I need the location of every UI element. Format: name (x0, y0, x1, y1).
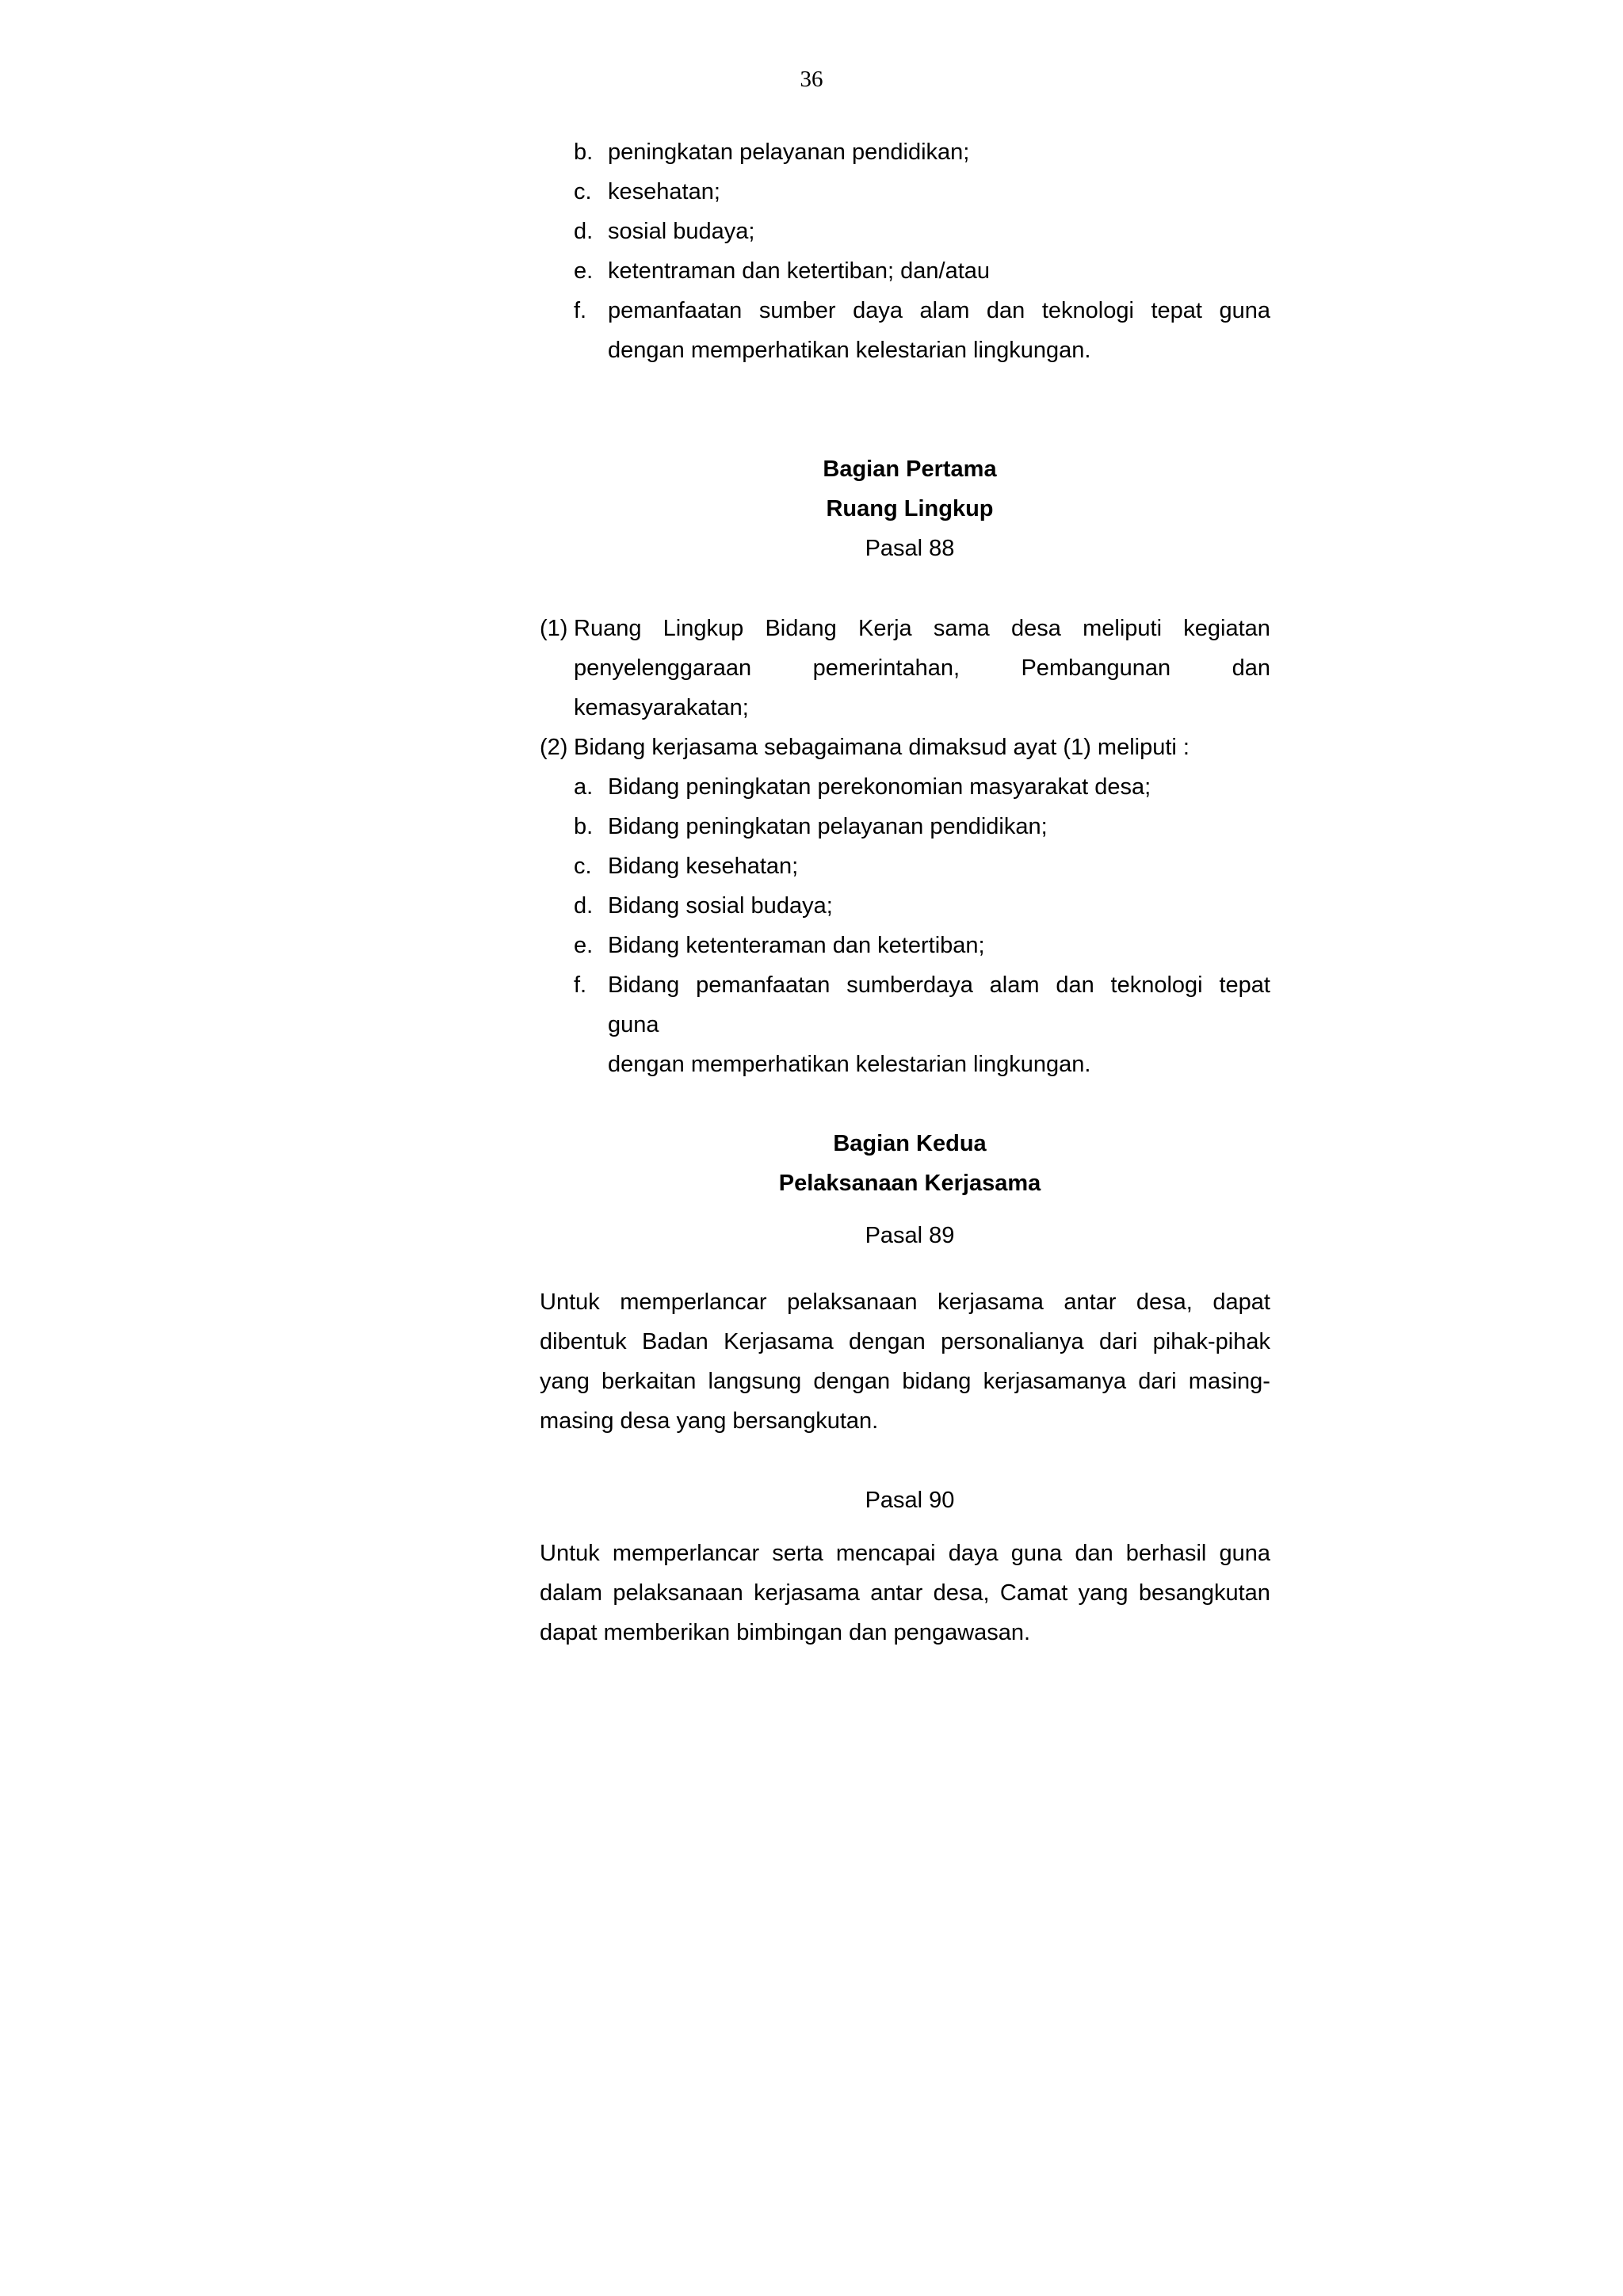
list-item (574, 138, 970, 166)
list-item-text-continued: dengan memperhatikan kelestarian lingkungan. (608, 338, 1091, 363)
list-item-label: f. (574, 298, 587, 323)
paragraph-line (540, 1288, 1270, 1316)
word: mencapai (835, 1541, 936, 1566)
word: kerjasamanya (983, 1369, 1127, 1394)
section-subheading: Pelaksanaan Kerjasama (778, 1171, 1041, 1196)
section-heading: Bagian Pertama (823, 457, 997, 482)
word: berkaitan (601, 1369, 697, 1394)
clause-text-justified (574, 614, 1270, 643)
word: tepat (1219, 972, 1270, 998)
word: pemerintahan, (812, 655, 960, 681)
list-item (574, 931, 985, 960)
list-item-label: c. (574, 179, 592, 204)
section-heading: Bagian Kedua (833, 1131, 987, 1156)
word: desa (1011, 616, 1061, 641)
word: Untuk (540, 1289, 600, 1315)
list-item (574, 892, 833, 920)
section-subheading: Ruang Lingkup (826, 496, 994, 521)
word: teknologi (1041, 298, 1134, 323)
list-item-text: Bidang sosial budaya; (608, 893, 833, 919)
list-item (574, 773, 1151, 801)
list-item-label: b. (574, 139, 594, 165)
word: bidang (902, 1369, 972, 1394)
list-item (574, 852, 799, 881)
word: besangkutan (1138, 1580, 1270, 1606)
list-item-text: ketentraman dan ketertiban; dan/atau (608, 258, 991, 284)
list-item-label: b. (574, 814, 594, 839)
word: sama (933, 616, 990, 641)
list-item-text: kesehatan; (608, 179, 720, 204)
word: dari (1138, 1369, 1177, 1394)
word: Bidang (765, 616, 837, 641)
paragraph-line (540, 1579, 1270, 1607)
paragraph-line (540, 1367, 1270, 1396)
page-number: 36 (800, 67, 823, 92)
article-title: Pasal 88 (865, 536, 955, 561)
paragraph-line-last: masing desa yang bersangkutan. (540, 1408, 879, 1434)
word: dari (1098, 1329, 1138, 1354)
list-item (574, 178, 720, 206)
list-item-text: sosial budaya; (608, 219, 755, 244)
clause-text-justified (574, 654, 1270, 682)
list-item-text: Bidang ketenteraman dan ketertiban; (608, 933, 985, 958)
article-title: Pasal 89 (865, 1223, 955, 1248)
list-item-label: d. (574, 219, 594, 244)
word: guna (1010, 1541, 1063, 1566)
list-item (574, 257, 991, 285)
word: dalam (540, 1580, 602, 1606)
word: kerjasama (754, 1580, 860, 1606)
word: daya (948, 1541, 999, 1566)
word: Pembangunan (1021, 655, 1171, 681)
word: daya (853, 298, 903, 323)
word: dan (986, 298, 1025, 323)
list-item (574, 217, 755, 246)
word: dengan (813, 1369, 891, 1394)
list-item-text: Bidang peningkatan perekonomian masyarakat desa; (608, 774, 1151, 800)
list-item-text-continued: dengan memperhatikan kelestarian lingkungan. (608, 1052, 1091, 1077)
list-item-label: f. (574, 972, 587, 998)
list-item-text: peningkatan pelayanan pendidikan; (608, 139, 970, 165)
word: desa, (1136, 1289, 1193, 1315)
word: teknologi (1110, 972, 1203, 998)
clause-text-continued: kemasyarakatan; (574, 695, 749, 720)
list-item (574, 812, 1048, 841)
word: penyelenggaraan (574, 655, 752, 681)
word: Ruang (574, 616, 642, 641)
word: alam (919, 298, 970, 323)
list-item-label: e. (574, 258, 594, 284)
word: Lingkup (663, 616, 744, 641)
list-item-label: e. (574, 933, 594, 958)
word: memperlancar (612, 1541, 760, 1566)
word: Kerja (857, 616, 912, 641)
word: masing- (1188, 1369, 1270, 1394)
word: dibentuk (540, 1329, 627, 1354)
word: kerjasama (938, 1289, 1044, 1315)
list-item-label: d. (574, 893, 594, 919)
word: dan (1075, 1541, 1113, 1566)
word: yang (540, 1369, 590, 1394)
list-item-text-justified (608, 971, 1270, 999)
word: personalianya (941, 1329, 1084, 1354)
word: berhasil (1125, 1541, 1207, 1566)
word: dengan (849, 1329, 926, 1354)
list-item-text-continued: guna (608, 1012, 659, 1037)
word: guna (1219, 1541, 1270, 1566)
word: memperlancar (620, 1289, 767, 1315)
word: pemanfaatan (696, 972, 831, 998)
word: Untuk (540, 1541, 600, 1566)
clause-label: (1) (540, 616, 568, 641)
word: desa, (933, 1580, 990, 1606)
word: antar (1064, 1289, 1117, 1315)
word: dan (1056, 972, 1094, 998)
word: Bidang (608, 972, 680, 998)
word: pelaksanaan (787, 1289, 918, 1315)
list-item-label: c. (574, 854, 592, 879)
list-item-text-justified (608, 296, 1270, 325)
word: pihak-pihak (1152, 1329, 1270, 1354)
word: Kerjasama (724, 1329, 834, 1354)
word: guna (1219, 298, 1270, 323)
list-item-text: Bidang kesehatan; (608, 854, 799, 879)
paragraph-line-last: dapat memberikan bimbingan dan pengawasan. (540, 1620, 1031, 1645)
word: yang (1078, 1580, 1128, 1606)
list-item-label: a. (574, 774, 594, 800)
paragraph-line (540, 1328, 1270, 1356)
list-item-text: Bidang peningkatan pelayanan pendidikan; (608, 814, 1048, 839)
clause-label: (2) (540, 735, 568, 760)
paragraph-line (540, 1539, 1270, 1568)
word: alam (989, 972, 1040, 998)
word: dan (1232, 655, 1270, 681)
word: serta (772, 1541, 823, 1566)
word: pemanfaatan (608, 298, 743, 323)
word: antar (870, 1580, 923, 1606)
word: Badan (641, 1329, 708, 1354)
word: langsung (708, 1369, 802, 1394)
article-title: Pasal 90 (865, 1488, 955, 1513)
word: sumberdaya (846, 972, 973, 998)
word: kegiatan (1183, 616, 1270, 641)
word: meliputi (1083, 616, 1163, 641)
word: Camat (999, 1580, 1068, 1606)
clause-text: Bidang kerjasama sebagaimana dimaksud ayat (1) meliputi : (574, 735, 1190, 760)
word: tepat (1151, 298, 1202, 323)
word: pelaksanaan (613, 1580, 743, 1606)
word: dapat (1212, 1289, 1270, 1315)
word: sumber (758, 298, 836, 323)
